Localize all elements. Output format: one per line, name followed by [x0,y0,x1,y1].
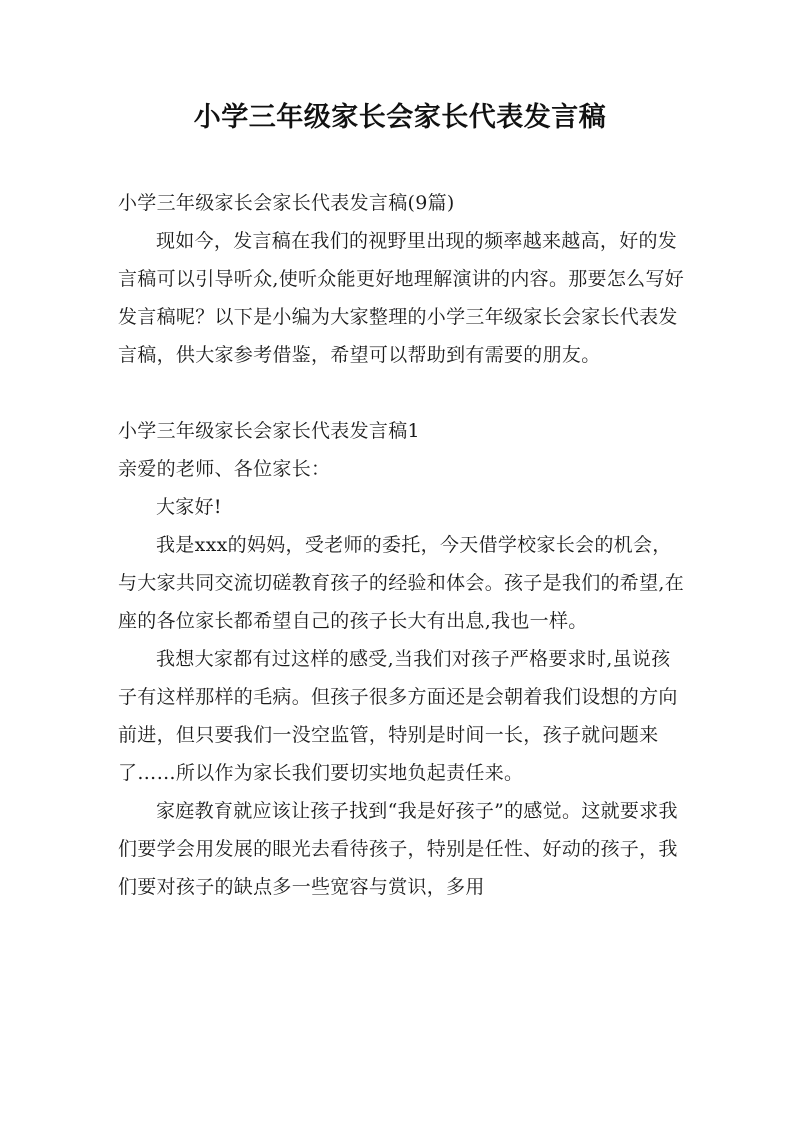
document-body [118,184,688,906]
greeting: 大家好! [156,496,222,518]
body-paragraph: 我是xxx的妈妈，受老师的委托，今天借学校家长会的机会，与大家共同交流切磋教育孩子的经验和体会。孩子是我们的希望,在座的各位家长都希望自己的孩子长大有出息,我也一样。 [118,534,685,632]
body-paragraph: 家庭教育就应该让孩子找到“我是好孩子”的感觉。这就要求我们要学会用发展的眼光去看待孩子，特别是任性、好动的孩子，我们要对孩子的缺点多一些宽容与赏识，多用 [118,800,678,898]
body-paragraph: 我想大家都有过这样的感受,当我们对孩子严格要求时,虽说孩子有这样那样的毛病。但孩子很多方面还是会朝着我们设想的方向前进，但只要我们一没空监管，特别是时间一长，孩子就问题来了……所以作为家长我们要切实地负起责任来。 [118,648,678,784]
intro-paragraph: 现如今，发言稿在我们的视野里出现的频率越来越高，好的发言稿可以引导听众,使听众能更好地理解演讲的内容。那要怎么写好发言稿呢？以下是小编为大家整理的小学三年级家长会家长代表发言稿，供大家参考借鉴，希望可以帮助到有需要的朋友。 [118,230,685,366]
section-spacer [118,374,688,412]
salutation: 亲爱的老师、各位家长： [118,458,331,480]
document-title: 小学三年级家长会家长代表发言稿 [193,102,607,133]
section-heading: 小学三年级家长会家长代表发言稿1 [118,420,420,442]
document-subtitle: 小学三年级家长会家长代表发言稿(9篇) [118,192,455,214]
